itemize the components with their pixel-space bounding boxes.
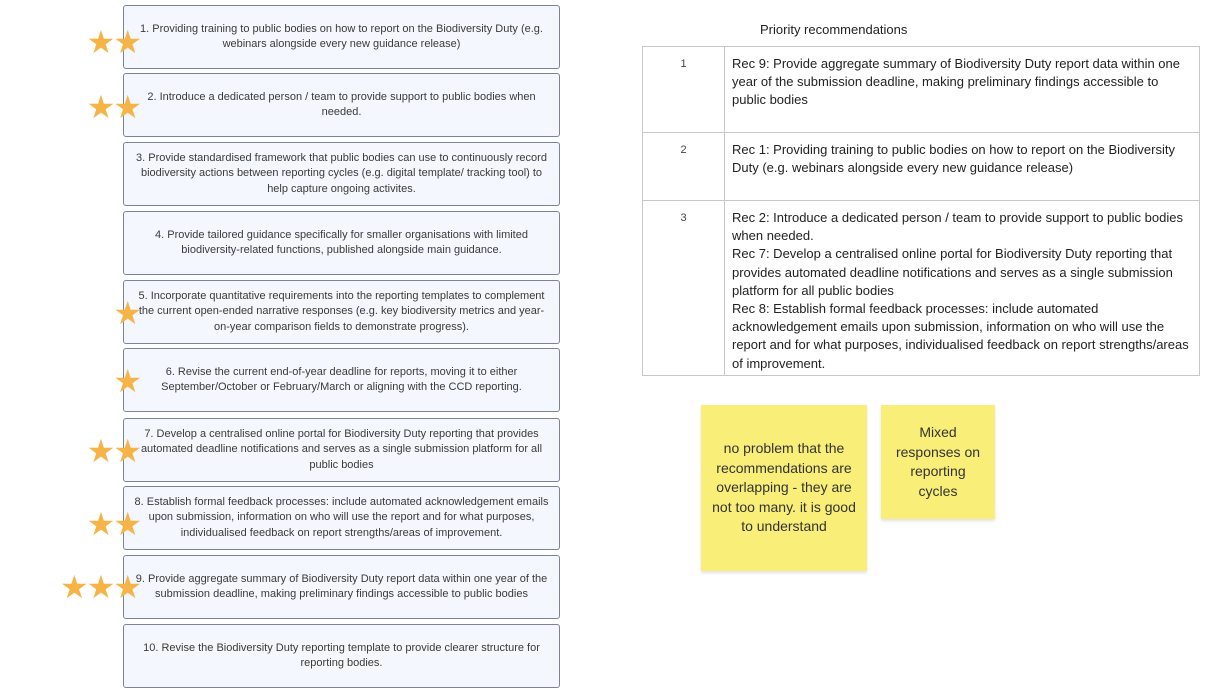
recommendation-card-7[interactable] — [123, 418, 560, 482]
recommendation-text: 8. Establish formal feedback processes: include automated acknowledgement emails upon submission, information on who will use the report and for what purposes, individualised feedback on report strengths/areas of improvement. — [134, 495, 549, 539]
star-icon: ★★ — [86, 89, 140, 125]
sticky-note-text: Mixed responses on reporting cycles — [895, 424, 981, 499]
table-row — [643, 47, 1200, 133]
recommendation-card-4[interactable] — [123, 211, 560, 275]
star-icon: ★★★ — [59, 569, 140, 605]
recommendation-card-3[interactable] — [123, 142, 560, 206]
recommendation-text: 5. Incorporate quantitative requirements into the reporting templates to complement the current open-ended narrative responses (e.g. key biodiversity metrics and year-on-year comparison fields to demonstrate progress). — [138, 289, 545, 333]
recommendation-cell[interactable] — [725, 133, 1200, 201]
star-vote-group-2 — [60, 89, 140, 125]
star-vote-group-7 — [60, 433, 140, 469]
cell-line: Rec 7: Develop a centralised online portal for Biodiversity Duty reporting that provides automated deadline notifications and serves as a single submission platform for all public bodies — [732, 246, 1173, 298]
star-icon: ★★ — [86, 24, 140, 60]
sticky-note-reporting-cycles[interactable] — [881, 405, 995, 519]
recommendation-cell[interactable] — [725, 47, 1200, 133]
recommendation-text: 10. Revise the Biodiversity Duty reporting template to provide clearer structure for reporting bodies. — [143, 641, 540, 669]
cell-line: Rec 1: Providing training to public bodies on how to report on the Biodiversity Duty (e.g. webinars alongside every new guidance release) — [732, 142, 1175, 176]
recommendation-card-9[interactable] — [123, 555, 560, 619]
recommendation-text: 2. Introduce a dedicated person / team to provide support to public bodies when needed. — [147, 90, 536, 118]
recommendation-card-1[interactable] — [123, 5, 560, 69]
recommendation-card-10[interactable] — [123, 624, 560, 688]
priority-table — [642, 46, 1200, 376]
recommendation-text: 3. Provide standardised framework that public bodies can use to continuously record biodiversity actions between reporting cycles (e.g. digital template/ tracking tool) to help capture ongoing activites. — [136, 151, 547, 195]
recommendation-card-6[interactable] — [123, 348, 560, 412]
star-icon: ★ — [113, 363, 140, 399]
rank-cell: 3 — [643, 201, 725, 376]
cell-line: Rec 2: Introduce a dedicated person / team to provide support to public bodies when needed. — [732, 210, 1183, 244]
star-vote-group-1 — [60, 24, 140, 60]
recommendation-text: 9. Provide aggregate summary of Biodiversity Duty report data within one year of the submission deadline, making preliminary findings accessible to public bodies — [135, 572, 548, 600]
rank-cell: 1 — [643, 47, 725, 133]
star-icon: ★★ — [86, 433, 140, 469]
sticky-note-text: no problem that the recommendations are overlapping - they are not too many. it is good to understand — [712, 440, 856, 535]
recommendation-card-8[interactable] — [123, 486, 560, 550]
star-vote-group-6 — [60, 363, 140, 399]
sticky-note-overlap[interactable] — [701, 405, 867, 571]
star-vote-group-9 — [40, 569, 140, 605]
star-icon: ★★ — [86, 506, 140, 542]
recommendation-cell[interactable] — [725, 201, 1200, 376]
recommendation-card-5[interactable] — [123, 280, 560, 344]
cell-line: Rec 9: Provide aggregate summary of Biodiversity Duty report data within one year of the submission deadline, making preliminary findings accessible to public bodies — [732, 56, 1180, 108]
cell-line: Rec 8: Establish formal feedback processes: include automated acknowledgement emails upon submission, information on who will use the report and for what purposes, individualised feedback on report strengths/areas of improvement. — [732, 301, 1189, 371]
star-vote-group-8 — [60, 506, 140, 542]
table-row — [643, 201, 1200, 376]
recommendation-card-2[interactable] — [123, 73, 560, 137]
table-row — [643, 133, 1200, 201]
recommendation-text: 7. Develop a centralised online portal for Biodiversity Duty reporting that provides automated deadline notifications and serves as a single submission platform for all public bodies — [140, 427, 543, 471]
recommendation-text: 4. Provide tailored guidance specifically for smaller organisations with limited biodiversity-related functions, published alongside main guidance. — [155, 228, 528, 256]
recommendation-text: 6. Revise the current end-of-year deadline for reports, moving it to either September/October or February/March or aligning with the CCD reporting. — [161, 365, 522, 393]
rank-cell: 2 — [643, 133, 725, 201]
recommendation-text: 1. Providing training to public bodies on how to report on the Biodiversity Duty (e.g. webinars alongside every new guidance release) — [140, 22, 543, 50]
star-icon: ★ — [113, 295, 140, 331]
star-vote-group-5 — [60, 295, 140, 331]
priority-table-title: Priority recommendations — [760, 22, 908, 37]
